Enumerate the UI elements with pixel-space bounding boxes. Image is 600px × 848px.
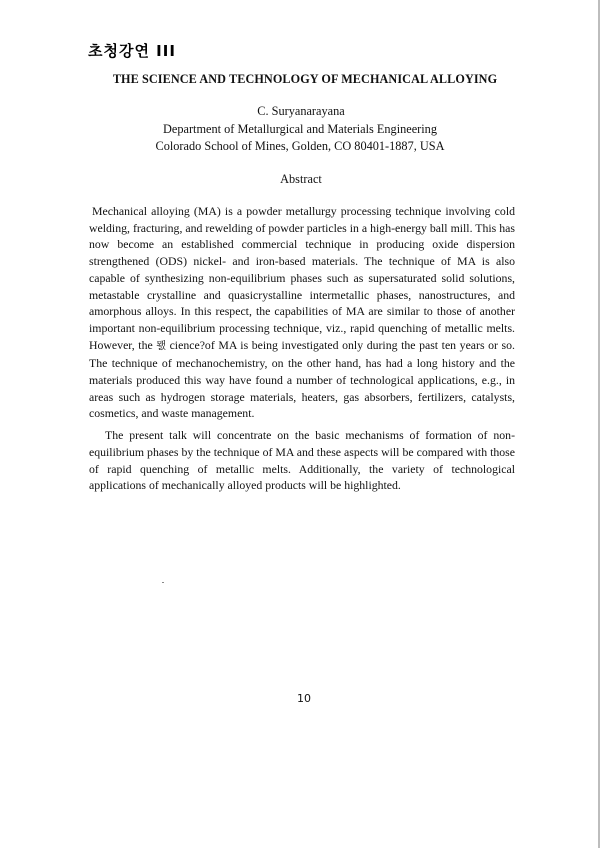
abstract-heading: Abstract — [280, 172, 322, 186]
affiliation-address: Colorado School of Mines, Golden, CO 80401-1887, USA — [155, 139, 445, 153]
paragraph-1-text-start: Mechanical alloying (MA) is a powder metallurgy processing technique involving cold welding, fracturing, and rewelding of powder particles in a high-energy ball mill. This has now become an established commercial technique in producing oxide dispersion strengthened (ODS) nickel- and iron-based materials. The technique of MA is also capable of synthesizing non-equilibrium phases such as supersaturated solid solutions, metastable crystalline and quasicrystalline intermetallic phases, nanostructures, and amorphous alloys. In this respect, the capabilities of MA are similar to those of another important non-equilibrium processing technique, viz., rapid quenching of metallic melts. However, the — [89, 204, 515, 352]
page-number: 10 — [297, 692, 311, 705]
paper-title: THE SCIENCE AND TECHNOLOGY OF MECHANICAL ALLOYING — [112, 72, 498, 86]
author-name: C. Suryanarayana — [257, 104, 345, 118]
abstract-paragraph-1 — [89, 203, 515, 422]
paragraph-1-text-end: cience?of MA is being investigated only during the past ten years or so. The technique of mechanochemistry, on the other hand, has had a long history and the materials produced this way have found a number of technological applications, e.g., in areas such as hydrogen storage materials, heaters, gas absorbers, fertilizers, catalysts, cosmetics, and waste management. — [89, 337, 516, 421]
author-block — [0, 103, 600, 156]
scan-speck — [162, 582, 164, 583]
affiliation-department: Department of Metallurgical and Materials Engineering — [163, 121, 437, 136]
garbled-quote-glyph: 뫬 — [156, 340, 166, 352]
abstract-paragraph-2: The present talk will concentrate on the basic mechanisms of formation of non-equilibrium phases by the technique of MA and these aspects will be compared with those of rapid quenching of metallic melts. Additionally, the variety of technological applications of mechanically alloyed products will be highlighted. — [89, 428, 515, 493]
abstract-body — [89, 203, 515, 499]
session-label: 초청강연 III — [88, 42, 176, 60]
